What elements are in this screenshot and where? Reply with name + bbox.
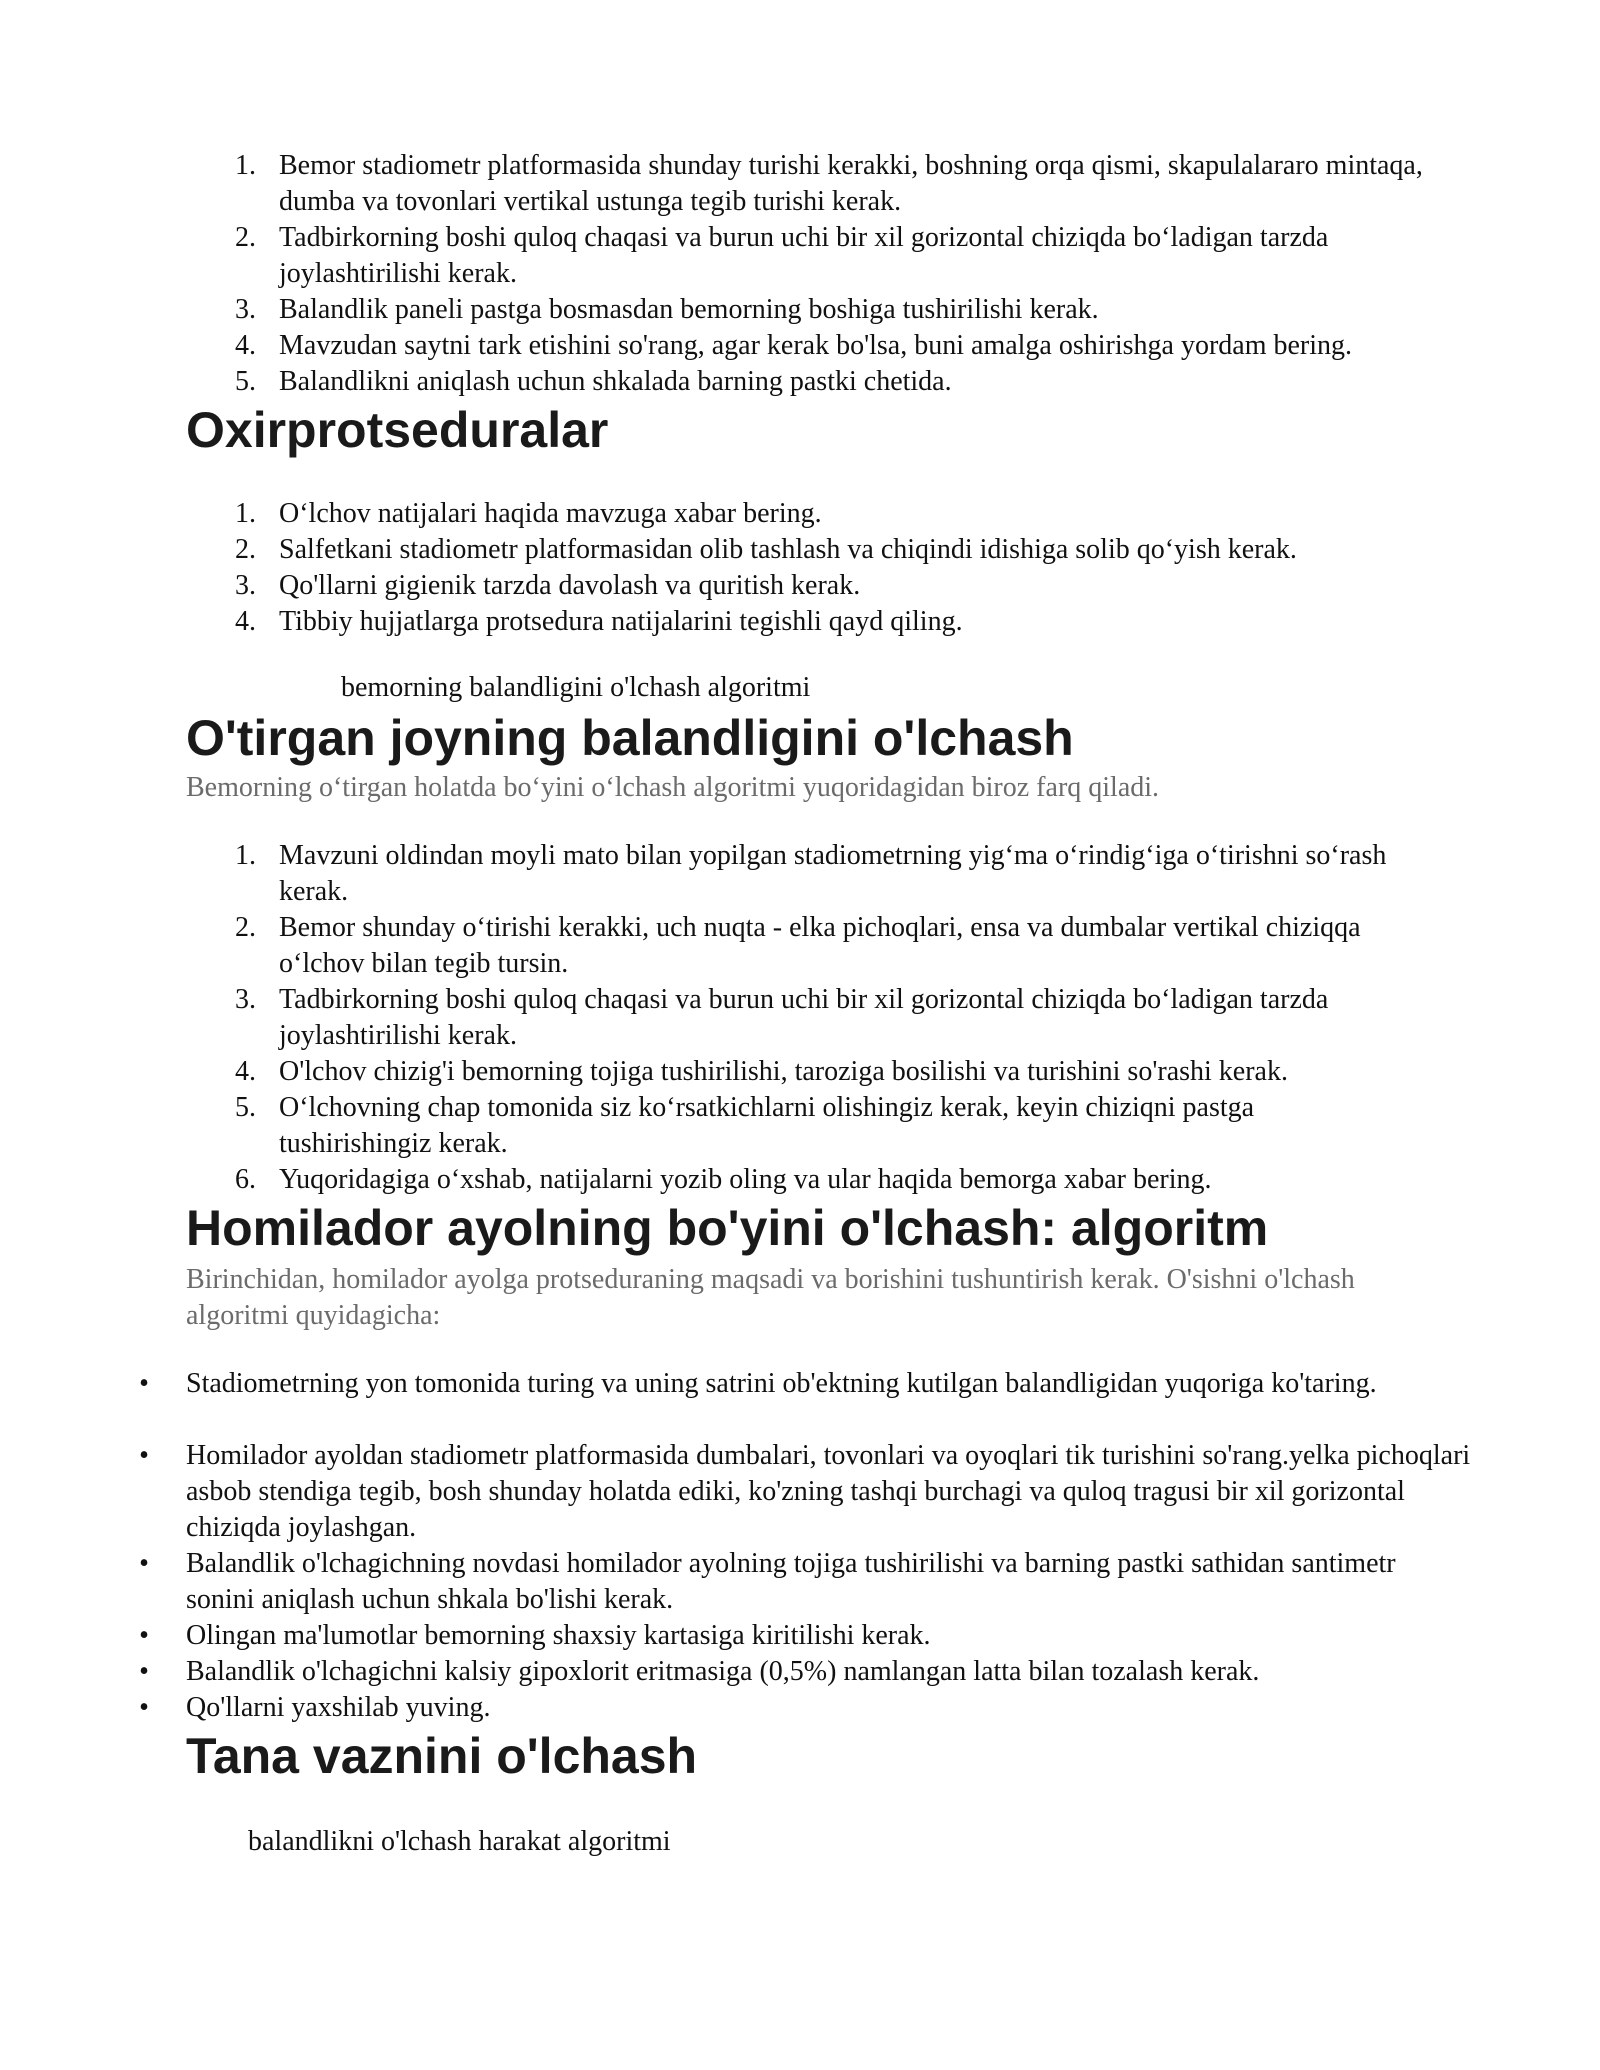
list-item-text: Olingan ma'lumotlar bemorning shaxsiy kartasiga kiritilishi kerak.	[186, 1620, 931, 1651]
list-item	[0, 220, 1600, 292]
list-item	[0, 496, 1600, 532]
section-lead: Bemorning oʻtirgan holatda boʻyini oʻlchash algoritmi yuqoridagidan biroz farq qiladi.	[186, 772, 1160, 803]
list-item	[0, 532, 1600, 568]
list-number: 2.	[235, 222, 256, 253]
bullet-marker: •	[139, 1548, 149, 1579]
list-item-text: Qo'llarni yaxshilab yuving.	[186, 1692, 491, 1723]
list-number: 6.	[235, 1164, 256, 1195]
list-item-text: O'lchov chizig'i bemorning tojiga tushirilishi, taroziga bosilishi va turishini so'rashi kerak.	[279, 1056, 1288, 1087]
list-item	[0, 328, 1600, 364]
image-caption: balandlikni o'lchash harakat algoritmi	[248, 1826, 671, 1857]
list-item	[0, 292, 1600, 328]
list-item-text: Oʻlchov natijalari haqida mavzuga xabar bering.	[279, 498, 822, 529]
list-item	[0, 838, 1600, 910]
list-item-text: Balandlik o'lchagichning novdasi homilador ayolning tojiga tushirilishi va barning pastki sathidan santimetr sonini aniqlash uchun shkala bo'lishi kerak.	[186, 1548, 1396, 1615]
list-item-text: Yuqoridagiga oʻxshab, natijalarni yozib oling va ular haqida bemorga xabar bering.	[279, 1164, 1212, 1195]
list-item-text: Mavzuni oldindan moyli mato bilan yopilgan stadiometrning yigʻma oʻrindigʻiga oʻtirishni soʻrash kerak.	[279, 840, 1387, 907]
list-item-text: Qo'llarni gigienik tarzda davolash va quritish kerak.	[279, 570, 861, 601]
list-item	[0, 1546, 1600, 1618]
list-item-text: Stadiometrning yon tomonida turing va uning satrini ob'ektning kutilgan balandligidan yuqoriga ko'taring.	[186, 1368, 1377, 1399]
list-item-text: Balandlik paneli pastga bosmasdan bemorning boshiga tushirilishi kerak.	[279, 294, 1099, 325]
list-number: 2.	[235, 912, 256, 943]
list-item	[0, 1090, 1600, 1162]
list-item-text: Bemor shunday oʻtirishi kerakki, uch nuqta - elka pichoqlari, ensa va dumbalar vertikal chiziqqa oʻlchov bilan tegib tursin.	[279, 912, 1361, 979]
list-item	[0, 910, 1600, 982]
section-heading-sitting: O'tirgan joyning balandligini o'lchash	[186, 710, 1074, 766]
list-number: 1.	[235, 498, 256, 529]
list-item	[0, 364, 1600, 400]
list-item-text: Tadbirkorning boshi quloq chaqasi va burun uchi bir xil gorizontal chiziqda boʻladigan tarzda joylashtirilishi kerak.	[279, 222, 1329, 289]
section-lead: Birinchidan, homilador ayolga protseduraning maqsadi va borishini tushuntirish kerak. O'sishni o'lchash algoritmi quyidagicha:	[186, 1264, 1355, 1331]
list-item-text: Tibbiy hujjatlarga protsedura natijalarini tegishli qayd qiling.	[279, 606, 963, 637]
list-number: 3.	[235, 570, 256, 601]
list-item-text: Bemor stadiometr platformasida shunday turishi kerakki, boshning orqa qismi, skapulalararo mintaqa, dumba va tovonlari vertikal ustunga tegib turishi kerak.	[279, 150, 1423, 217]
list-item	[0, 1162, 1600, 1198]
bullet-marker: •	[139, 1620, 149, 1651]
list-item	[0, 1054, 1600, 1090]
list-item	[0, 1690, 1600, 1726]
list-item-text: Salfetkani stadiometr platformasidan olib tashlash va chiqindi idishiga solib qoʻyish kerak.	[279, 534, 1297, 565]
list-item-text: Mavzudan saytni tark etishini so'rang, agar kerak bo'lsa, buni amalga oshirishga yordam bering.	[279, 330, 1353, 361]
section-heading-final: Oxirprotseduralar	[186, 402, 609, 458]
list-item	[0, 1654, 1600, 1690]
list-item-text: Balandlikni aniqlash uchun shkalada barning pastki chetida.	[279, 366, 952, 397]
list-number: 1.	[235, 150, 256, 181]
list-number: 1.	[235, 840, 256, 871]
bullet-marker: •	[139, 1692, 149, 1723]
list-item	[0, 568, 1600, 604]
list-number: 3.	[235, 984, 256, 1015]
list-item	[0, 1366, 1600, 1438]
bullet-marker: •	[139, 1368, 149, 1399]
list-number: 4.	[235, 606, 256, 637]
list-item	[0, 604, 1600, 640]
list-item-text: Homilador ayoldan stadiometr platformasida dumbalari, tovonlari va oyoqlari tik turishini so'rang.yelka pichoqlari asbob stendiga tegib, bosh shunday holatda ediki, ko'zning tashqi burchagi va quloq tragusi bir xil gorizontal chiziqda joylashgan.	[186, 1440, 1471, 1543]
section-heading-pregnant: Homilador ayolning bo'yini o'lchash: algoritm	[186, 1200, 1269, 1256]
list-number: 5.	[235, 1092, 256, 1123]
section-heading-weight: Tana vaznini o'lchash	[186, 1728, 698, 1784]
list-item-text: Balandlik o'lchagichni kalsiy gipoxlorit eritmasiga (0,5%) namlangan latta bilan tozalash kerak.	[186, 1656, 1260, 1687]
bullet-marker: •	[139, 1440, 149, 1471]
list-number: 4.	[235, 330, 256, 361]
list-number: 5.	[235, 366, 256, 397]
bullet-marker: •	[139, 1656, 149, 1687]
list-number: 2.	[235, 534, 256, 565]
list-item	[0, 1618, 1600, 1654]
list-item	[0, 148, 1600, 220]
list-number: 4.	[235, 1056, 256, 1087]
list-item	[0, 982, 1600, 1054]
image-caption: bemorning balandligini o'lchash algoritmi	[341, 672, 811, 703]
list-item	[0, 1438, 1600, 1546]
list-number: 3.	[235, 294, 256, 325]
list-item-text: Oʻlchovning chap tomonida siz koʻrsatkichlarni olishingiz kerak, keyin chiziqni pastga tushirishingiz kerak.	[279, 1092, 1255, 1159]
list-item-text: Tadbirkorning boshi quloq chaqasi va burun uchi bir xil gorizontal chiziqda boʻladigan tarzda joylashtirilishi kerak.	[279, 984, 1329, 1051]
